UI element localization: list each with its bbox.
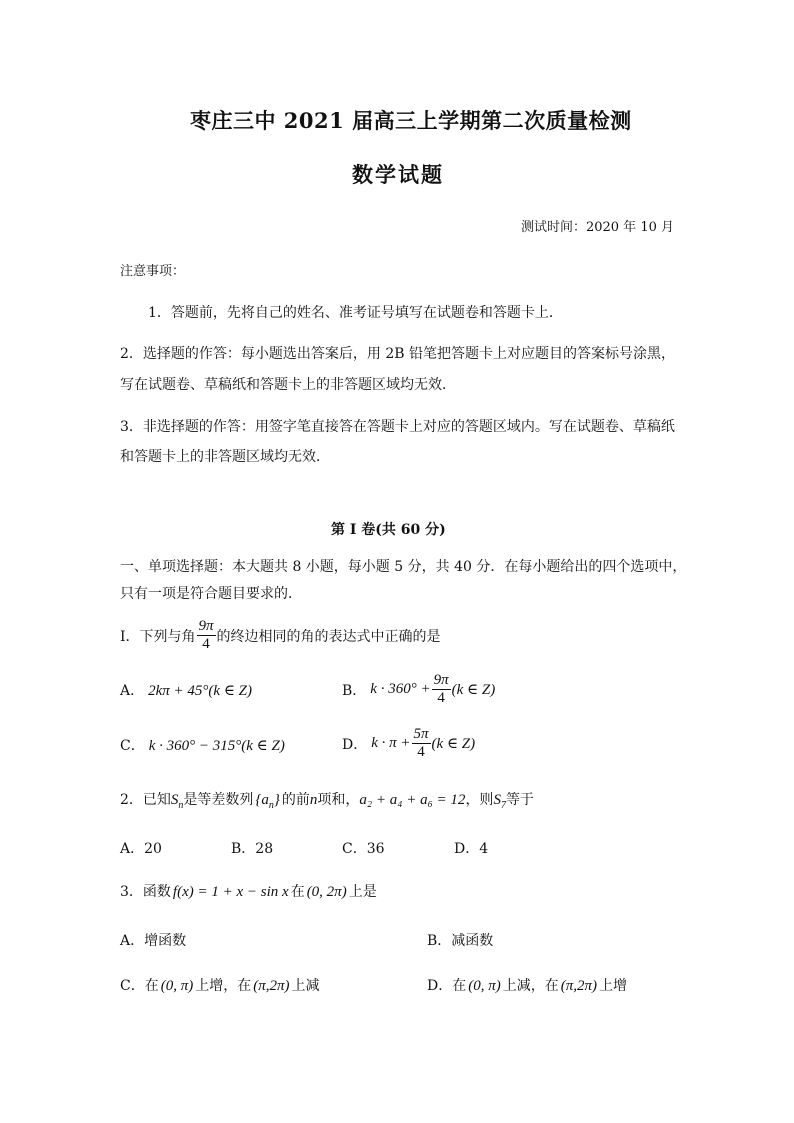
sequence-open: {a [255,792,269,808]
fraction-denominator: 4 [437,690,445,706]
option-d-expression-end: (k ∈ Z) [431,736,476,752]
variable-n: n [309,792,318,808]
interval-expression: (0, 2π) [306,884,347,900]
fraction-numerator: 9π [198,618,214,634]
option-c-interval-1: (0, π) [160,978,194,994]
notice-item-2-line-1: 2．选择题的作答：每小题选出答案后，用 2B 铅笔把答题卡上对应题目的答案标号涂黑， [120,346,676,362]
option-d-interval-1: (0, π) [468,978,501,994]
option-d-text-2: 上减，在 [502,978,559,994]
section-instructions-line-2: 只有一项是符合题目要求的． [120,586,302,602]
option-label: A． [120,683,145,699]
question-1-option-d[interactable] [342,726,475,761]
question-3-text-3: 上是 [348,884,377,900]
option-c-text-2: 上增，在 [195,978,252,994]
sum-symbol [171,792,184,811]
question-3-stem [120,881,377,901]
option-c-interval-2: (π,2π) [253,978,290,994]
question-2-option-a[interactable]: A．20 [120,841,162,857]
question-2-stem [120,789,534,811]
notice-item-3-line-2: 和答题卡上的非答题区域均无效． [120,449,330,465]
question-2-text-1: 2．已知 [120,792,171,808]
function-expression: f(x) = 1 + x − sin x [172,884,289,900]
document-subtitle: 数学试题 [352,162,444,187]
part-heading: 第 I 卷(共 60 分) [331,522,446,538]
question-2-text-5: ，则 [465,792,494,808]
option-label: C． [120,738,145,754]
question-1-fraction [197,618,216,653]
option-label: D． [342,736,368,753]
option-d-text-1: D．在 [427,978,467,994]
fraction-numerator: 9π [433,672,449,688]
fraction-denominator: 4 [202,636,210,652]
fraction-denominator: 4 [417,744,425,760]
sum-subscript: n [178,800,184,811]
question-3-option-d[interactable] [427,975,627,995]
option-b-expression-start: k · 360° + [370,681,431,697]
sum-subscript: 7 [500,800,506,811]
sequence-symbol [255,792,280,811]
question-3-option-b[interactable]: B．减函数 [427,933,494,949]
question-2-text-4: 项和， [317,792,360,808]
question-1-suffix: 的终边相同的角的表达式中正确的是 [216,628,441,645]
question-1-option-c[interactable] [120,735,285,755]
question-2-text-6: 等于 [505,792,534,808]
exam-time: 测试时间：2020 年 10 月 [520,220,674,235]
fraction-numerator: 5π [413,726,429,742]
notice-heading: 注意事项： [120,264,186,279]
notice-item-3-line-1: 3．非选择题的作答：用签字笔直接答在答题卡上对应的答题区域内。写在试题卷、草稿纸 [120,419,675,435]
question-2-option-b[interactable]: B．28 [231,841,274,857]
question-3-option-a[interactable]: A．增函数 [120,933,187,949]
question-3-text-2: 在 [290,884,305,900]
sum-seven-symbol [493,792,506,811]
option-d-expression-start: k · π + [371,735,411,751]
sequence-equation: a₂ + a₄ + a₆ = 12 [359,792,466,808]
sequence-close: } [273,792,280,808]
option-c-text-1: C．在 [120,978,159,994]
notice-item-2-line-2: 写在试题卷、草稿纸和答题卡上的非答题区域均无效． [120,377,456,393]
option-a-expression: 2kπ + 45°(k ∈ Z) [148,682,253,699]
question-2-option-d[interactable]: D．4 [454,841,489,857]
notice-item-1: 1．答题前，先将自己的姓名、准考证号填写在试题卷和答题卡上． [148,305,563,321]
question-3-option-c[interactable] [120,975,320,995]
sequence-subscript: n [268,800,274,811]
document-title: 枣庄三中 2021 届高三上学期第二次质量检测 [190,108,632,133]
option-c-text-3: 上减 [291,978,320,994]
option-c-expression: k · 360° − 315°(k ∈ Z) [148,737,285,754]
option-label: B． [342,682,367,699]
question-3-text-1: 3．函数 [120,884,171,900]
section-instructions-line-1: 一、单项选择题：本大题共 8 小题，每小题 5 分，共 40 分．在每小题给出的四个选项中， [120,559,687,575]
sum-letter: S [170,792,179,808]
sum-letter: S [493,792,501,808]
option-d-text-3: 上增 [599,978,628,994]
question-1-stem [120,618,441,653]
question-1-option-a[interactable] [120,680,252,700]
option-d-interval-2: (π,2π) [560,978,598,994]
question-2-text-2: 是等差数列 [183,792,254,808]
option-b-fraction [432,672,451,707]
question-2-option-c[interactable]: C．36 [342,841,385,857]
question-1-prefix: I．下列与角 [120,628,196,645]
option-d-fraction [412,726,431,761]
question-1-option-b[interactable] [342,672,495,707]
question-2-text-3: 的前 [281,792,310,808]
option-b-expression-end: (k ∈ Z) [451,682,496,698]
